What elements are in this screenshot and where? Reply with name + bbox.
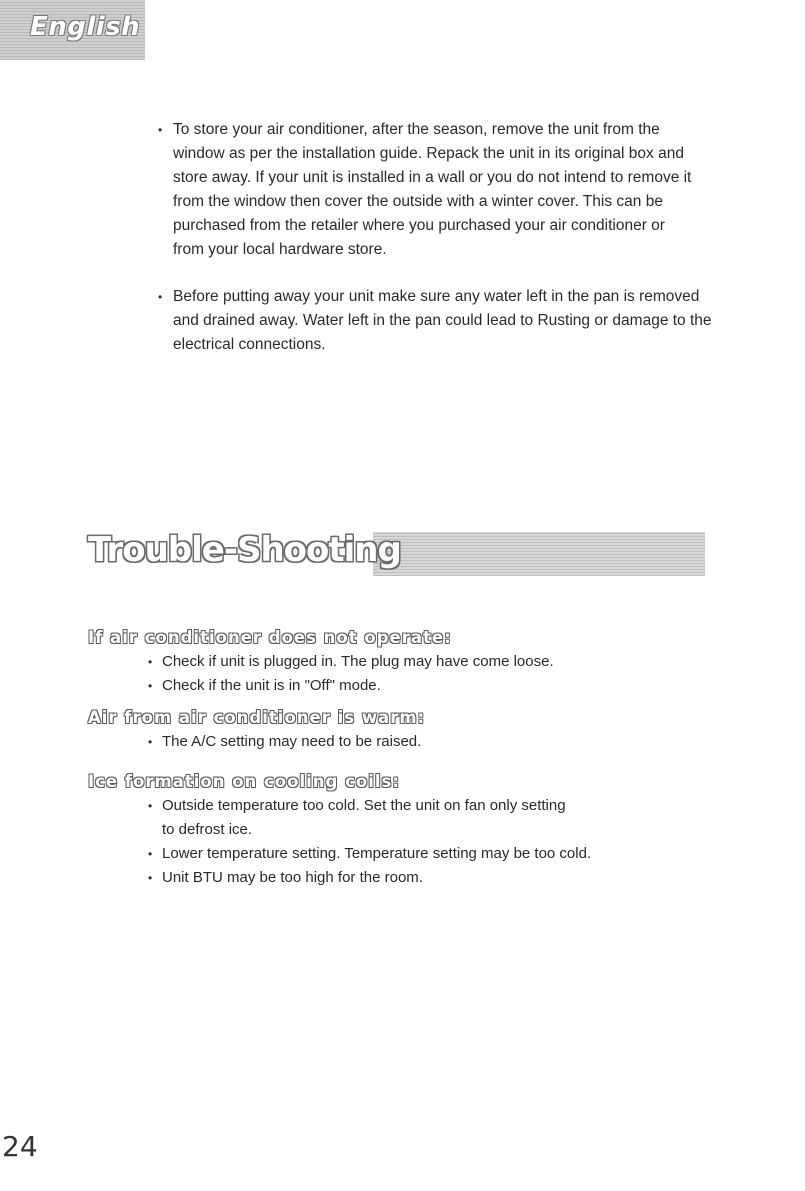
- solution-item: • Check if unit is plugged in. The plug may have come loose.: [148, 650, 768, 674]
- solution-item: • Check if the unit is in "Off" mode.: [148, 674, 768, 698]
- problem-heading: Ice formation on cooling coils:: [88, 772, 400, 791]
- troubleshooting-group: [88, 770, 768, 890]
- bullet-icon: •: [148, 655, 153, 669]
- bullet-text: To store your air conditioner, after the season, remove the unit from the window as per the installation guide. Repack the unit in its original box and store away. If your unit is installed in a wall or you do not intend to remove it from the window then cover the outside with a winter cover. This can be purchased from the retailer where you purchased your air conditioner or from your local hardware store.: [173, 121, 692, 258]
- page-number: 24: [2, 1130, 38, 1163]
- language-tab: [0, 0, 145, 60]
- storage-bullet: [158, 285, 728, 357]
- bullet-icon: •: [148, 735, 153, 749]
- solution-item: • Unit BTU may be too high for the room.: [148, 866, 768, 890]
- section-title: Trouble-Shooting: [88, 530, 401, 570]
- bullet-icon: •: [148, 799, 153, 813]
- bullet-icon: •: [148, 679, 153, 693]
- bullet-icon: •: [148, 847, 153, 861]
- problem-heading: Air from air conditioner is warm:: [88, 708, 426, 727]
- troubleshooting-group: [88, 626, 768, 698]
- troubleshooting-header: [88, 532, 705, 576]
- storage-instructions: [158, 118, 728, 380]
- troubleshooting-group: [88, 706, 768, 754]
- solution-item: • Outside temperature too cold. Set the unit on fan only setting to defrost ice.: [148, 794, 582, 842]
- solution-item: • The A/C setting may need to be raised.: [148, 730, 768, 754]
- solution-item: • Lower temperature setting. Temperature setting may be too cold.: [148, 842, 768, 866]
- problem-heading: If air conditioner does not operate:: [88, 628, 452, 647]
- bullet-icon: •: [158, 290, 163, 304]
- storage-bullet: [158, 118, 698, 262]
- language-label: English: [30, 12, 141, 42]
- bullet-text: Before putting away your unit make sure any water left in the pan is removed and drained away. Water left in the pan could lead to Rusting or damage to the electrical connections.: [173, 288, 712, 353]
- bullet-icon: •: [158, 123, 163, 137]
- bullet-icon: •: [148, 871, 153, 885]
